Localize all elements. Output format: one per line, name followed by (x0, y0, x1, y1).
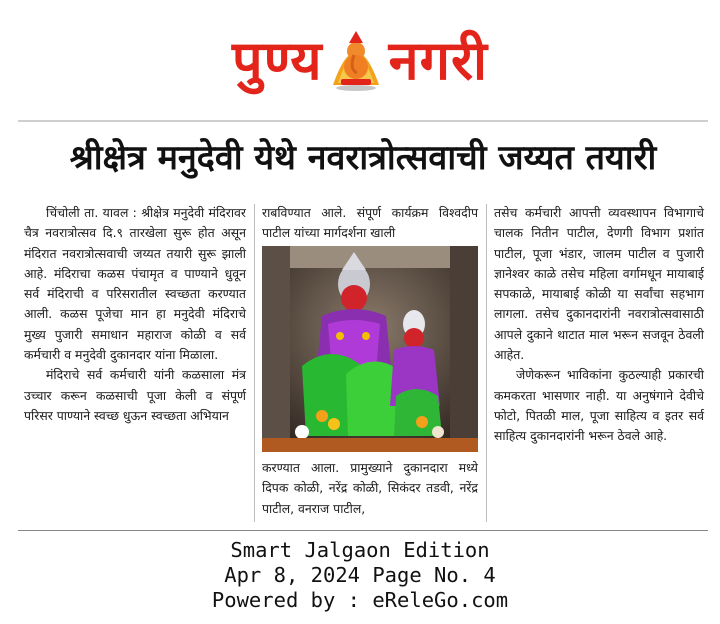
bottom-divider (18, 530, 708, 531)
article-column-3 (494, 203, 704, 447)
article-column-2-bottom (262, 458, 478, 519)
goddess-idol-photo (262, 246, 478, 452)
masthead (0, 18, 720, 98)
masthead-left-word: पुण्य (231, 29, 323, 92)
article-headline: श्रीक्षेत्र मनुदेवी येथे नवरात्रोत्सवाची जय्यत तयारी (69, 138, 657, 178)
col2-bottom-text: करण्यात आला. प्रामुख्याने दुकानदारा मध्ये दिपक कोळी, नरेंद्र कोळी, सिकंदर तडवी, नरेंद्र पाटील, वनराज पाटील, (262, 460, 478, 516)
col3-paragraph-2: जेणेकरून भाविकांना कुठल्याही प्रकारची कमकरता भासणार नाही. या अनुषंगाने देवीचे फोटो, पितळी माल, पूजा साहित्य व इतर सर्व साहित्य दुकानदारांनी भरून ठेवले आहे. (494, 367, 704, 444)
powered-by: Powered by : eReleGo.com (211, 588, 509, 612)
col1-paragraph-1: चिंचोली ता. यावल : श्रीक्षेत्र मनुदेवी मंदिरावर चैत्र नवरात्रोत्सव दि.९ तारखेला सुरू होत असून मंदिरात नवरात्रोत्सवाची जय्यत तयारी सुरू झाली आहे. मंदिराचा कळस पंचामृत व पाण्याने धुवून सर्व मंदिराची व परिसरातील स्वच्छता करण्यात आली. कळस पूजेचा मान हा मनुदेवी मंदिराचे मुख्य पुजारी समाधान महाराज कोळी व सर्व कर्मचारी व मनुदेवी दुकानदार यांना मिळाला. (24, 205, 246, 363)
col2-top-text: राबविण्यात आले. संपूर्ण कार्यक्रम विश्वदीप पाटील यांच्या मार्गदर्शना खाली (262, 205, 478, 241)
ganesha-logo-icon (327, 23, 385, 93)
column-divider (254, 204, 255, 522)
edition-footer (0, 538, 720, 613)
col3-paragraph-1: तसेच कर्मचारी आपत्ती व्यवस्थापन विभागाचे चालक नितीन पाटील, देणगी विभाग प्रशांत पाटील, पूजा भंडार, जालम पाटील व पुजारी ज्ञानेश्वर काळे तसेच महिला वर्गामधून मायाबाई सपकाळे, मायाबाई कोळी या सर्वांचा सहभाग लागला. तसेच दुकानदारांनी नवरात्रोत्सवासाठी आपले दुकाने थाटात माल भरून सजवून ठेवली आहेत. (494, 205, 704, 363)
top-divider (18, 120, 708, 122)
edition-name: Smart Jalgaon Edition (230, 538, 490, 562)
article-column-1 (24, 203, 246, 426)
article-column-2-top (262, 203, 478, 244)
col1-paragraph-2: मंदिराचे सर्व कर्मचारी यांनी कळसाला मंत्र उच्चार करून कळसाची पूजा केली व संपूर्ण परिसर पाण्याने स्वच्छ धुऊन स्वच्छता अभियान (24, 367, 246, 423)
column-divider (486, 204, 487, 522)
masthead-right-word: नगरी (388, 29, 489, 92)
edition-date-page: Apr 8, 2024 Page No. 4 (224, 563, 496, 587)
